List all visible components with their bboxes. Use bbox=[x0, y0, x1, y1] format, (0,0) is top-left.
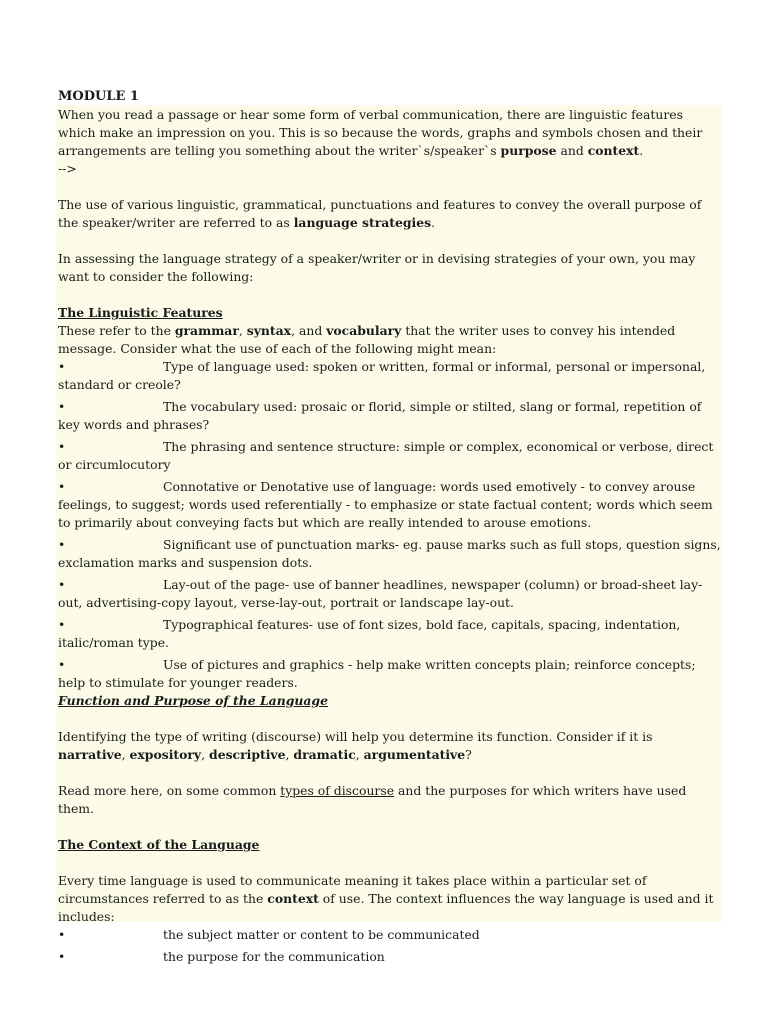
list-item bbox=[58, 926, 722, 944]
function-text: Identifying the type of writing (discourse) will help you determine its function. Consider if it is bbox=[58, 729, 653, 744]
strategies-end: . bbox=[431, 215, 436, 230]
document-content bbox=[58, 88, 722, 970]
bullet-icon: • bbox=[58, 577, 66, 592]
sep: , bbox=[121, 747, 130, 762]
list-item-text: Use of pictures and graphics - help make written concepts plain; reinforce concepts; help to stimulate for younger readers. bbox=[58, 657, 696, 690]
syntax-term: syntax bbox=[246, 323, 292, 338]
list-item bbox=[58, 576, 722, 612]
list-item bbox=[58, 438, 722, 474]
context-term: context bbox=[267, 891, 319, 906]
read-more-text: Read more here, on some common bbox=[58, 783, 281, 798]
list-item bbox=[58, 616, 722, 652]
list-item bbox=[58, 358, 722, 394]
list-item-text: Typographical features- use of font sizes, bold face, capitals, spacing, indentation, italic/roman type. bbox=[58, 617, 681, 650]
expository-term: expository bbox=[129, 747, 202, 762]
bullet-icon: • bbox=[58, 949, 66, 964]
dramatic-term: dramatic bbox=[293, 747, 356, 762]
linguistic-intro bbox=[58, 322, 722, 358]
list-item-text: Significant use of punctuation marks- eg. pause marks such as full stops, question signs, exclamation marks and suspension dots. bbox=[58, 537, 721, 570]
list-item bbox=[58, 478, 722, 532]
bullet-icon: • bbox=[58, 479, 66, 494]
sep: , bbox=[201, 747, 210, 762]
bullet-icon: • bbox=[58, 617, 66, 632]
list-item bbox=[58, 398, 722, 434]
bullet-icon: • bbox=[58, 359, 66, 374]
types-of-discourse-link[interactable]: types of discourse bbox=[280, 783, 395, 798]
bullet-icon: • bbox=[58, 439, 66, 454]
function-heading: Function and Purpose of the Language bbox=[58, 693, 328, 708]
bullet-icon: • bbox=[58, 927, 66, 942]
read-more-text-b: and the purposes for which writers have used them. bbox=[58, 783, 687, 816]
intro-and: and bbox=[556, 143, 588, 158]
arrow-text: --> bbox=[58, 161, 77, 176]
argumentative-term: argumentative bbox=[363, 747, 466, 762]
context-paragraph bbox=[58, 872, 722, 926]
module-title: MODULE 1 bbox=[58, 89, 139, 104]
bullet-icon: • bbox=[58, 657, 66, 672]
bullet-icon: • bbox=[58, 399, 66, 414]
list-item-text: Connotative or Denotative use of language: words used emotively - to convey arouse feelings, to suggest; words used referentially - to emphasize or state factual content; words which seem to primarily about conveying facts but which are really intended to arouse emotions. bbox=[58, 479, 713, 530]
list-item-text: the purpose for the communication bbox=[163, 949, 385, 964]
list-item-text: Type of language used: spoken or written, formal or informal, personal or impersonal, standard or creole? bbox=[58, 359, 706, 392]
function-paragraph bbox=[58, 728, 722, 764]
intro-paragraph bbox=[58, 106, 722, 160]
context-text: Every time language is used to communicate meaning it takes place within a particular set of circumstances referred to as the bbox=[58, 873, 647, 906]
bullet-icon: • bbox=[58, 537, 66, 552]
context-text-b: of use. The context influences the way language is used and it includes: bbox=[58, 891, 714, 924]
sep: , bbox=[355, 747, 364, 762]
intro-context: context bbox=[587, 143, 640, 158]
linguistic-intro-b: that the writer uses to convey his intended message. Consider what the use of each of the following might mean: bbox=[58, 323, 676, 356]
read-more-paragraph bbox=[58, 782, 722, 818]
assessing-paragraph: In assessing the language strategy of a speaker/writer or in devising strategies of your own, you may want to consider the following: bbox=[58, 251, 696, 284]
context-heading: The Context of the Language bbox=[58, 837, 260, 852]
list-item bbox=[58, 948, 722, 966]
list-item bbox=[58, 656, 722, 692]
intro-end: . bbox=[639, 143, 644, 158]
list-item bbox=[58, 536, 722, 572]
function-end: ? bbox=[465, 747, 472, 762]
narrative-term: narrative bbox=[58, 747, 122, 762]
strategies-bold: language strategies bbox=[293, 215, 432, 230]
grammar-term: grammar bbox=[174, 323, 239, 338]
sep: , bbox=[285, 747, 294, 762]
intro-text: When you read a passage or hear some form of verbal communication, there are linguistic features which make an impression on you. This is so because the words, graphs and symbols chosen and their arrangements are telling you something about the writer`s/speaker`s bbox=[58, 107, 703, 158]
linguistic-heading: The Linguistic Features bbox=[58, 305, 223, 320]
strategies-text: The use of various linguistic, grammatical, punctuations and features to convey the overall purpose of the speaker/writer are referred to as bbox=[58, 197, 702, 230]
vocabulary-term: vocabulary bbox=[326, 323, 402, 338]
strategies-paragraph bbox=[58, 196, 722, 232]
list-item-text: Lay-out of the page- use of banner headlines, newspaper (column) or broad-sheet lay-out, advertising-copy layout, verse-lay-out, portrait or landscape lay-out. bbox=[58, 577, 703, 610]
sep: , and bbox=[291, 323, 327, 338]
descriptive-term: descriptive bbox=[209, 747, 286, 762]
sep: , bbox=[238, 323, 247, 338]
linguistic-intro-a: These refer to the bbox=[58, 323, 175, 338]
list-item-text: The phrasing and sentence structure: simple or complex, economical or verbose, direct or circumlocutory bbox=[58, 439, 714, 472]
intro-purpose: purpose bbox=[500, 143, 557, 158]
list-item-text: the subject matter or content to be communicated bbox=[163, 927, 480, 942]
list-item-text: The vocabulary used: prosaic or florid, simple or stilted, slang or formal, repetition of key words and phrases? bbox=[58, 399, 702, 432]
